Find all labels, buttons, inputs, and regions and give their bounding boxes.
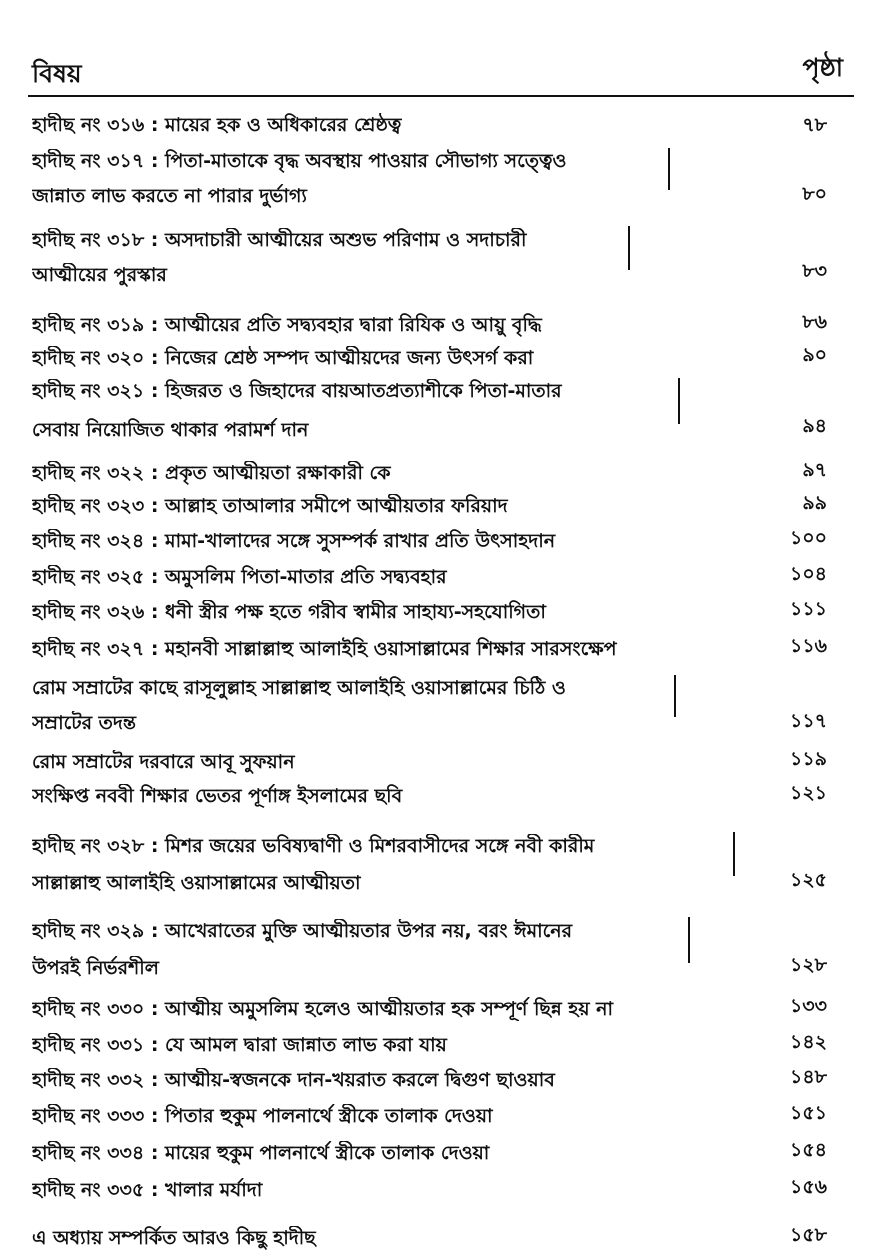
entry-line: হাদীছ নং ৩২৫ : অমুসলিম পিতা-মাতার প্রতি সদ্ব্যবহার <box>32 566 447 588</box>
entry-page-number: ১২৫ <box>789 869 827 891</box>
entry-page-number: ১৩৩ <box>789 995 827 1017</box>
entry-line: সাল্লাল্লাহু আলাইহি ওয়াসাল্লামের আত্মীয়তা <box>32 872 361 894</box>
entry-page-number: ৯৪ <box>802 415 827 437</box>
grouping-brace <box>668 148 679 190</box>
entry-line: হাদীছ নং ৩২০ : নিজের শ্রেষ্ঠ সম্পদ আত্মীয়দের জন্য উৎসর্গ করা <box>32 347 534 369</box>
entry-line: আত্মীয়ের পুরস্কার <box>32 264 167 286</box>
entry-page-number: ৮৬ <box>802 311 827 333</box>
grouping-brace <box>628 226 639 270</box>
entry-line: হাদীছ নং ৩২৪ : মামা-খালাদের সঙ্গে সুসম্পর্ক রাখার প্রতি উৎসাহদান <box>32 530 556 552</box>
entry-line: হাদীছ নং ৩৩৫ : খালার মর্যাদা <box>32 1179 263 1201</box>
entry-line: হাদীছ নং ৩৩০ : আত্মীয় অমুসলিম হলেও আত্মীয়তার হক সম্পূর্ণ ছিন্ন হয় না <box>32 998 613 1020</box>
entry-line: হাদীছ নং ৩৩২ : আত্মীয়-স্বজনকে দান-খয়রাত করলে দ্বিগুণ ছাওয়াব <box>32 1069 555 1091</box>
entry-page-number: ১৫৮ <box>790 1224 827 1246</box>
entry-line: হাদীছ নং ৩৩১ : যে আমল দ্বারা জান্নাত লাভ করা যায় <box>32 1034 447 1056</box>
entry-page-number: ১০০ <box>789 527 827 549</box>
entry-page-number: ১৪৮ <box>790 1066 827 1088</box>
entry-line: হাদীছ নং ৩২৩ : আল্লাহ তাআলার সমীপে আত্মীয়তার ফরিয়াদ <box>32 495 508 517</box>
subject-header: বিষয় <box>32 59 82 88</box>
entry-page-number: ১৫৬ <box>789 1176 827 1198</box>
entry-page-number: ৯০ <box>802 344 827 366</box>
entry-line: রোম সম্রাটের দরবারে আবূ সুফয়ান <box>32 751 295 773</box>
entry-page-number: ১৫৪ <box>790 1139 827 1161</box>
entry-page-number: ১২৮ <box>789 954 827 976</box>
entry-page-number: ১২১ <box>789 782 827 804</box>
entry-line: সম্রাটের তদন্ত <box>32 712 136 734</box>
entry-line: এ অধ্যায় সম্পর্কিত আরও কিছু হাদীছ <box>32 1227 316 1249</box>
page-header: পৃষ্ঠা <box>802 53 843 82</box>
entry-line: হাদীছ নং ৩২২ : প্রকৃত আত্মীয়তা রক্ষাকারী কে <box>32 462 391 484</box>
entry-line: হাদীছ নং ৩২৯ : আখেরাতের মুক্তি আত্মীয়তার উপর নয়, বরং ঈমানের <box>32 920 573 942</box>
entry-page-number: ১৫১ <box>790 1102 827 1124</box>
entry-page-number: ১১৯ <box>790 748 827 770</box>
entry-page-number: ৭৮ <box>802 114 827 136</box>
entry-page-number: ৯৯ <box>802 492 827 514</box>
entry-line: হাদীছ নং ৩২১ : হিজরত ও জিহাদের বায়আতপ্রত্যাশীকে পিতা-মাতার <box>32 380 562 402</box>
entry-page-number: ৮০ <box>802 183 827 205</box>
entry-line: জান্নাত লাভ করতে না পারার দুর্ভাগ্য <box>32 185 307 207</box>
entry-line: হাদীছ নং ৩১৬ : মায়ের হক ও অধিকারের শ্রেষ্ঠত্ব <box>32 114 402 136</box>
entry-line: সেবায় নিয়োজিত থাকার পরামর্শ দান <box>32 419 309 441</box>
entry-page-number: ৯৭ <box>802 459 827 481</box>
entry-line: হাদীছ নং ৩৩৪ : মায়ের হুকুম পালনার্থে স্ত্রীকে তালাক দেওয়া <box>32 1142 490 1164</box>
entry-line: হাদীছ নং ৩১৯ : আত্মীয়ের প্রতি সদ্ব্যবহার দ্বারা রিযিক ও আয়ু বৃদ্ধি <box>32 314 542 336</box>
header-rule <box>28 95 854 97</box>
entry-page-number: ১০৪ <box>789 563 827 585</box>
entry-page-number: ১৪২ <box>789 1031 827 1053</box>
entry-line: হাদীছ নং ৩২৬ : ধনী স্ত্রীর পক্ষ হতে গরীব স্বামীর সাহায্য-সহযোগিতা <box>32 601 546 623</box>
grouping-brace <box>733 832 744 876</box>
entry-line: উপরই নির্ভরশীল <box>32 957 159 979</box>
entry-line: হাদীছ নং ৩১৮ : অসদাচারী আত্মীয়ের অশুভ পরিণাম ও সদাচারী <box>32 229 527 251</box>
entry-line: হাদীছ নং ৩১৭ : পিতা-মাতাকে বৃদ্ধ অবস্থায় পাওয়ার সৌভাগ্য সত্ত্বেও <box>32 150 567 172</box>
grouping-brace <box>688 917 699 963</box>
entry-page-number: ১১১ <box>790 598 827 620</box>
grouping-brace <box>674 675 685 717</box>
entry-line: রোম সম্রাটের কাছে রাসূলুল্লাহ সাল্লাল্লাহু আলাইহি ওয়াসাল্লামের চিঠি ও <box>32 677 566 699</box>
entry-line: হাদীছ নং ৩২৮ : মিশর জয়ের ভবিষ্যদ্বাণী ও মিশরবাসীদের সঙ্গে নবী কারীম <box>32 835 595 857</box>
entry-page-number: ১১৭ <box>789 710 827 732</box>
entry-line: হাদীছ নং ৩২৭ : মহানবী সাল্লাল্লাহু আলাইহি ওয়াসাল্লামের শিক্ষার সারসংক্ষেপ <box>32 638 617 660</box>
grouping-brace <box>678 378 689 424</box>
entry-page-number: ১১৬ <box>789 635 827 657</box>
entry-line: হাদীছ নং ৩৩৩ : পিতার হুকুম পালনার্থে স্ত্রীকে তালাক দেওয়া <box>32 1105 493 1127</box>
entry-line: সংক্ষিপ্ত নববী শিক্ষার ভেতর পূর্ণাঙ্গ ইসলামের ছবি <box>32 785 403 807</box>
entry-page-number: ৮৩ <box>802 260 827 282</box>
